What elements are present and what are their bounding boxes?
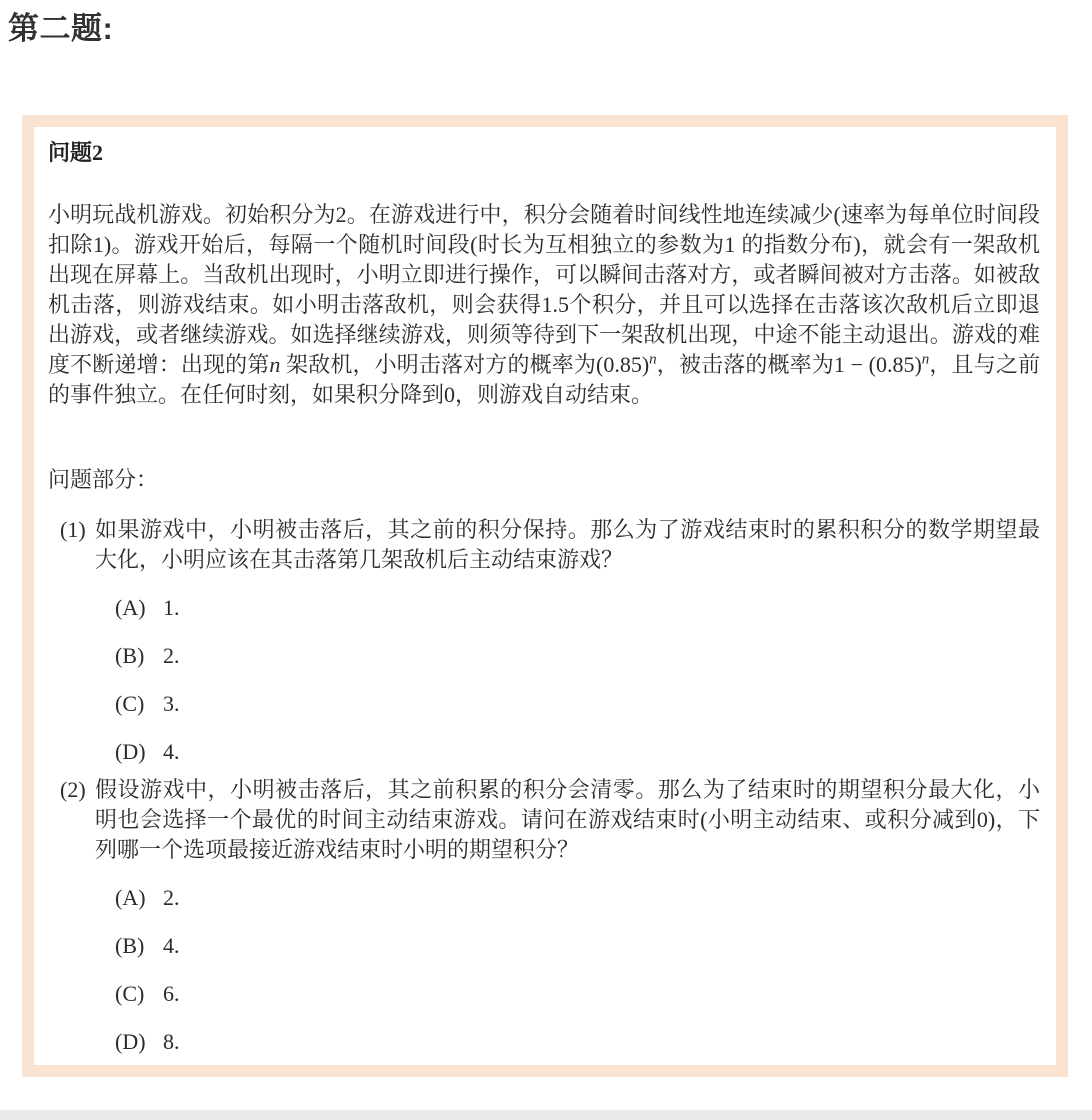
question-2-line: [48, 775, 1040, 865]
statement-text-mid1: 架敌机，小明击落对方的概率为(0.85): [280, 352, 650, 377]
option-value: 2.: [163, 643, 180, 668]
problem-statement: [48, 200, 1040, 410]
question-1-option-d: [115, 737, 1040, 767]
question-2-option-b: [115, 931, 1040, 961]
question-1-options: [48, 593, 1040, 767]
math-var-n: n: [921, 351, 930, 368]
question-2-options: [48, 883, 1040, 1057]
math-superscript-n: [649, 352, 657, 368]
page-heading: 第二题:: [8, 11, 114, 46]
option-label: (C): [115, 691, 145, 716]
option-label: (D): [115, 1029, 146, 1054]
option-label: (D): [115, 739, 146, 764]
question-2-number: (2): [60, 777, 86, 802]
option-value: 1.: [163, 595, 180, 620]
questions-section-label: 问题部分：: [48, 467, 159, 492]
option-value: 4.: [163, 739, 180, 764]
question-1: [48, 515, 1040, 767]
option-label: (B): [115, 643, 145, 668]
math-var-n: n: [649, 351, 657, 368]
question-1-text: 如果游戏中，小明被击落后，其之前的积分保持。那么为了游戏结束时的累积积分的数学期望最大化，小明应该在其击落第几架敌机后主动结束游戏？: [95, 517, 1040, 572]
question-2-option-d: [115, 1027, 1040, 1057]
option-value: 8.: [163, 1029, 180, 1054]
question-2-text: 假设游戏中，小明被击落后，其之前积累的积分会清零。那么为了结束时的期望积分最大化，小明也会选择一个最优的时间主动结束游戏。请问在游戏结束时(小明主动结束、或积分减到0)，下列哪一个选项最接近游戏结束时小明的期望积分？: [95, 777, 1040, 862]
option-label: (A): [115, 885, 146, 910]
problem-card: [22, 115, 1068, 1077]
question-1-option-a: [115, 593, 1040, 623]
problem-title: 问题2: [48, 140, 104, 165]
option-label: (A): [115, 595, 146, 620]
option-label: (B): [115, 933, 145, 958]
math-var-n: n: [269, 352, 281, 377]
option-value: 6.: [163, 981, 180, 1006]
question-1-option-c: [115, 689, 1040, 719]
option-value: 4.: [163, 933, 180, 958]
question-2: [48, 775, 1040, 1057]
option-value: 3.: [163, 691, 180, 716]
question-1-line: [48, 515, 1040, 575]
statement-text-outro: ，且与之前的事件独立。在任何时刻，如果积分降到0，则游戏自动结束。: [48, 352, 1040, 407]
question-2-option-c: [115, 979, 1040, 1009]
option-value: 2.: [163, 885, 180, 910]
question-1-option-b: [115, 641, 1040, 671]
option-label: (C): [115, 981, 145, 1006]
question-1-number: (1): [60, 517, 86, 542]
statement-text-intro: 小明玩战机游戏。初始积分为2。在游戏进行中，积分会随着时间线性地连续减少(速率为每单位时间段扣除1)。游戏开始后，每隔一个随机时间段(时长为互相独立的参数为1 的指数分布)，就会有一架敌机出现在屏幕上。当敌机出现时，小明立即进行操作，可以瞬间击落对方，或者瞬间被对方击落。如被敌机击落，则游戏结束。如小明击落敌机，则会获得1.5个积分，并且可以选择在击落该次敌机后立即退出游戏，或者继续游戏。如选择继续游戏，则须等待到下一架敌机出现，中途不能主动退出。游戏的难度不断递增：出现的第: [48, 202, 1040, 377]
question-2-option-a: [115, 883, 1040, 913]
bottom-divider: [0, 1110, 1092, 1120]
statement-text-mid2: ，被击落的概率为1 − (0.85): [656, 352, 922, 377]
